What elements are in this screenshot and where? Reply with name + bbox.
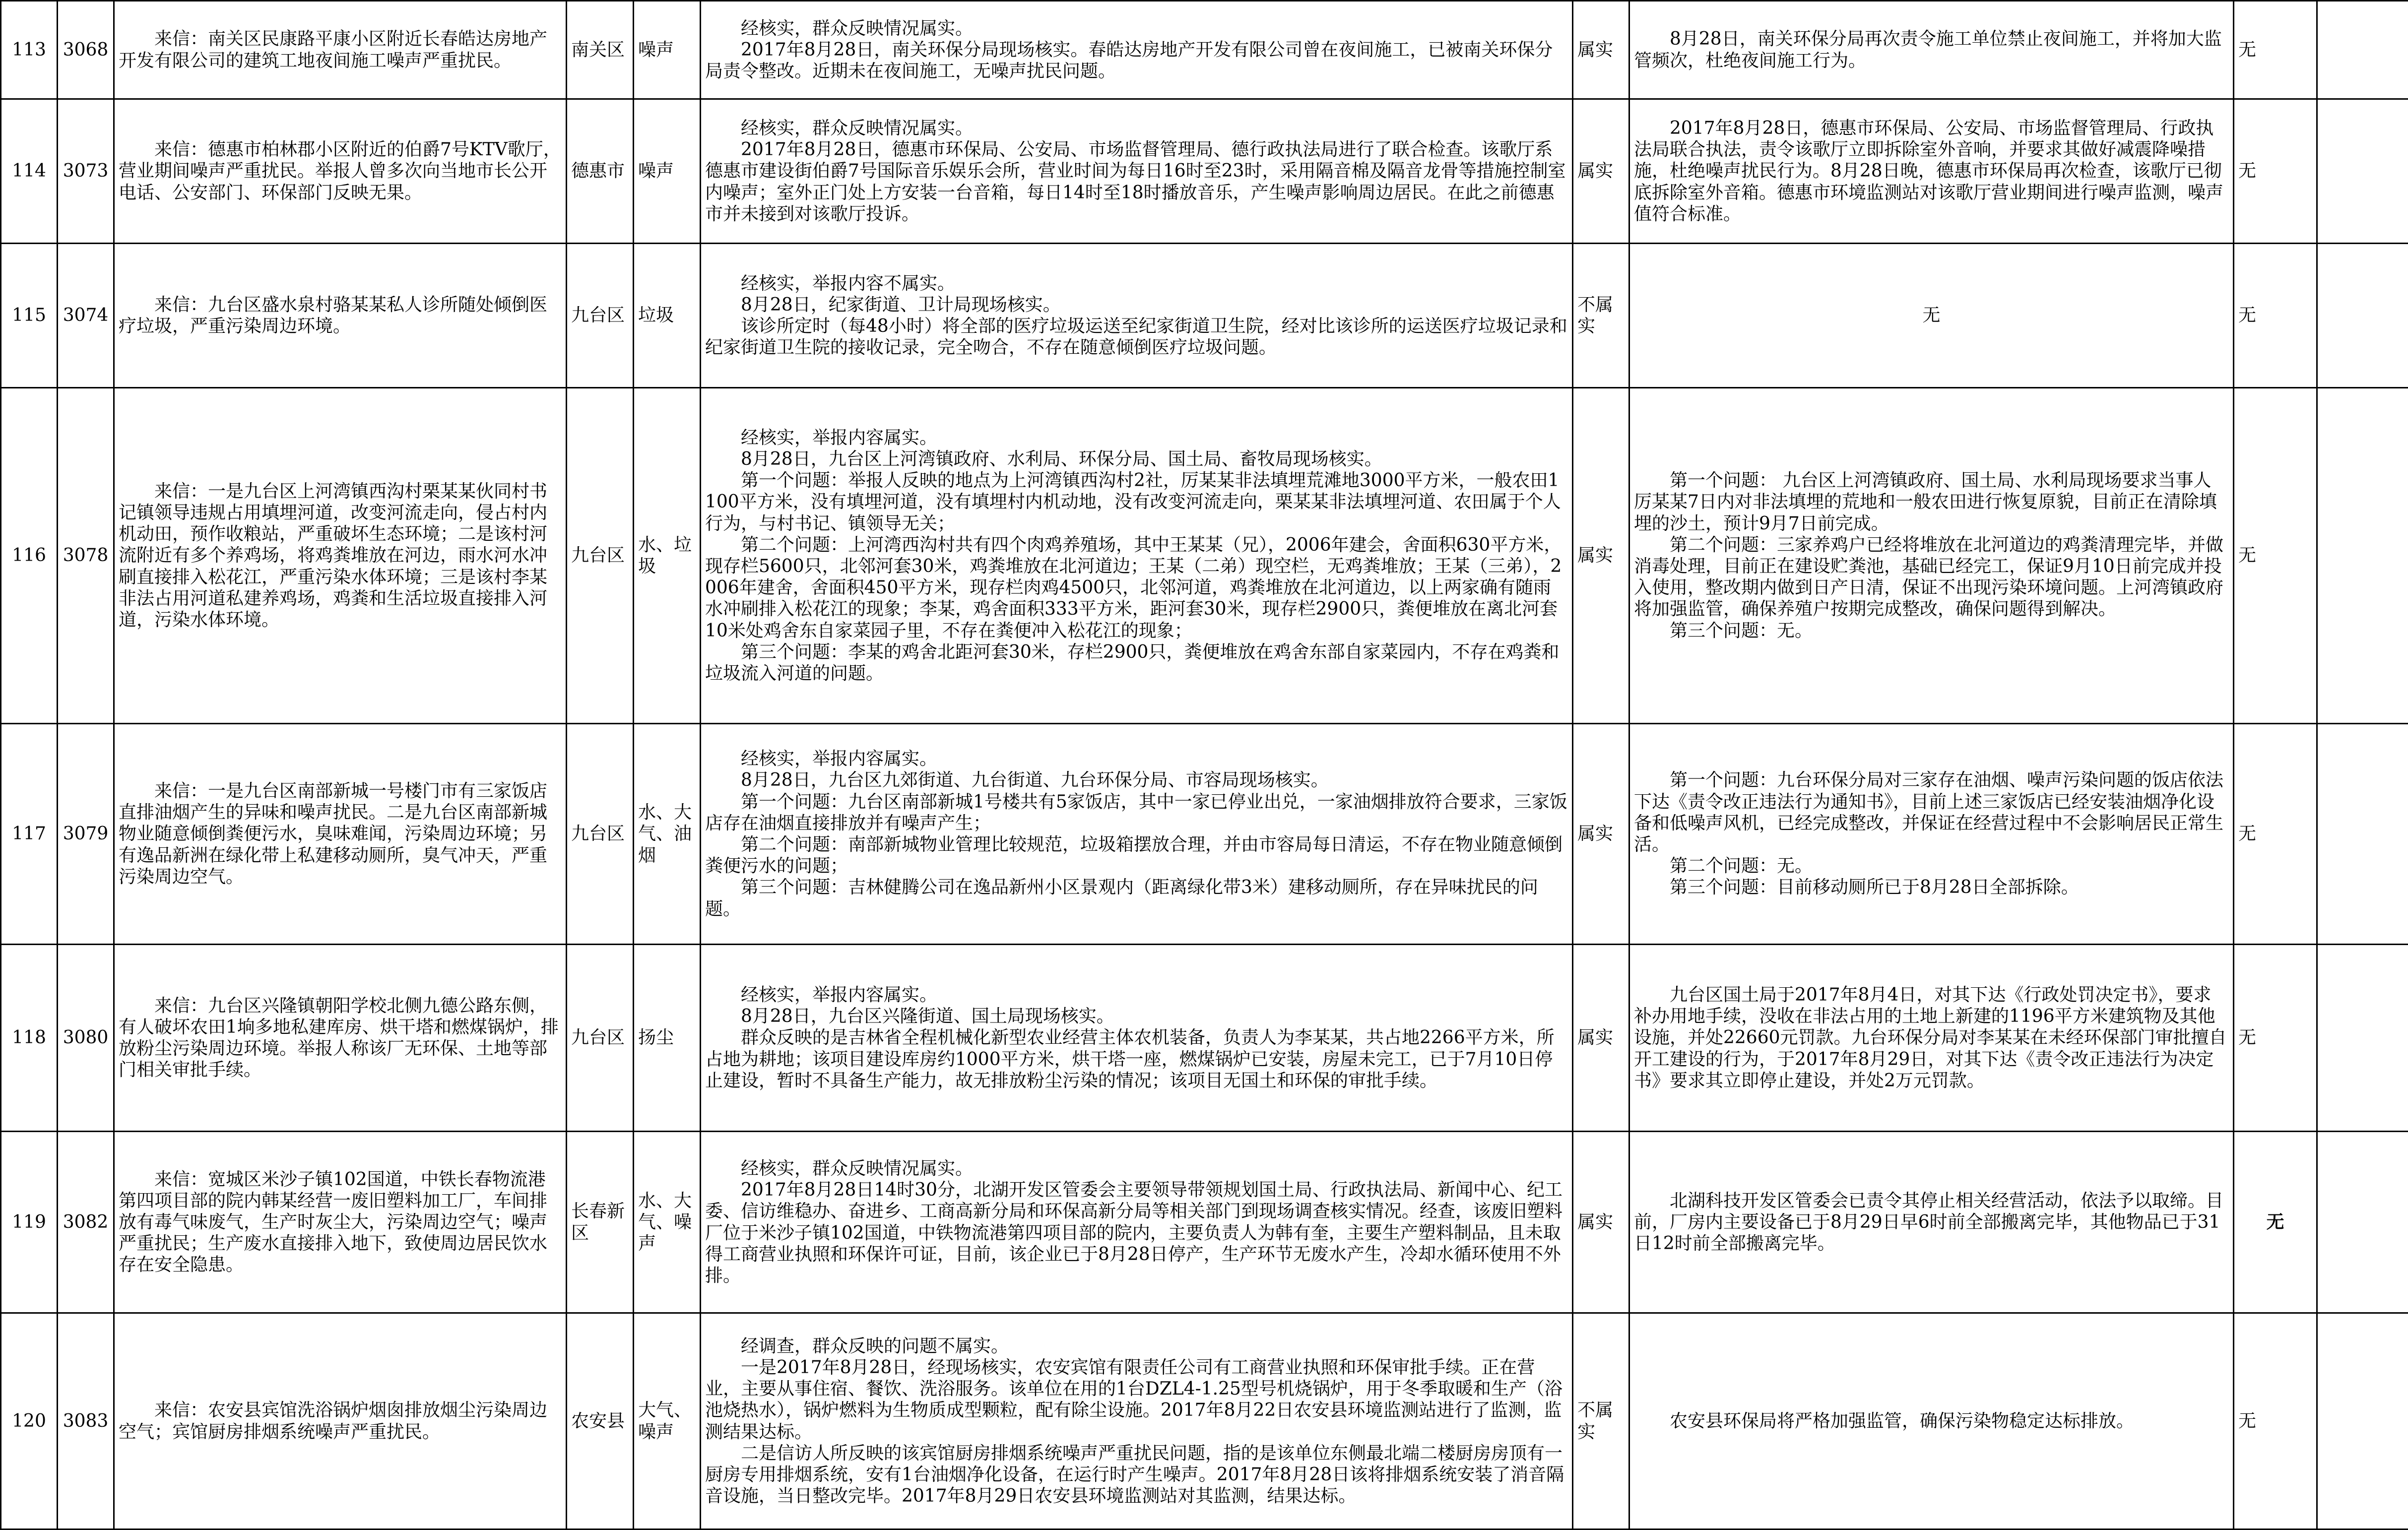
table-row bbox=[1, 1132, 2408, 1313]
accountability-cell: 无 bbox=[2234, 388, 2317, 724]
result-cell-line: 8月28日，九台区九郊街道、九台街道、九台环保分局、市容局现场核实。 bbox=[705, 769, 1568, 791]
verdict-cell: 属实 bbox=[1573, 724, 1629, 945]
remark-cell bbox=[2317, 1132, 2408, 1313]
type-cell: 扬尘 bbox=[634, 945, 701, 1132]
rectification-cell bbox=[1629, 244, 2234, 388]
verdict-cell: 属实 bbox=[1573, 945, 1629, 1132]
verdict-cell: 不属实 bbox=[1573, 1313, 1629, 1530]
result-cell-line: 经核实，举报内容不属实。 bbox=[705, 273, 1568, 294]
result-cell bbox=[701, 1313, 1573, 1530]
result-cell bbox=[701, 99, 1573, 244]
rectification-cell-line: 第一个问题：九台环保分局对三家存在油烟、噪声污染问题的饭店依法下达《责令改正违法行为通知书》，目前上述三家饭店已经安装油烟净化设备和低噪声风机，已经完成整改，并保证在经营过程中不会影响居民正常生活。 bbox=[1634, 769, 2229, 855]
district-cell: 九台区 bbox=[567, 724, 634, 945]
result-cell bbox=[701, 1, 1573, 99]
result-cell-line: 2017年8月28日，南关环保分局现场核实。春皓达房地产开发有限公司曾在夜间施工，已被南关环保分局责令整改。近期未在夜间施工，无噪声扰民问题。 bbox=[705, 39, 1568, 82]
rectification-cell-line: 北湖科技开发区管委会已责令其停止相关经营活动，依法予以取缔。目前，厂房内主要设备已于8月29日早6时前全部搬离完毕，其他物品已于31日12时前全部搬离完毕。 bbox=[1634, 1190, 2229, 1255]
seq-cell: 118 bbox=[1, 945, 58, 1132]
result-cell bbox=[701, 244, 1573, 388]
type-cell: 大气、噪声 bbox=[634, 1313, 701, 1530]
result-cell-line: 经核实，群众反映情况属实。 bbox=[705, 118, 1568, 139]
table-row bbox=[1, 945, 2408, 1132]
result-cell-line: 一是2017年8月28日，经现场核实，农安宾馆有限责任公司有工商营业执照和环保审批手续。正在营业，主要从事住宿、餐饮、洗浴服务。该单位在用的1台DZL4-1.25型号机烧锅炉，用于冬季取暖和生产（浴池烧热水），锅炉燃料为生物质成型颗粒，配有除尘设施。2017年8月22日农安县环境监测站进行了监测，监测结果达标。 bbox=[705, 1357, 1568, 1443]
verdict-cell: 属实 bbox=[1573, 1, 1629, 99]
seq-cell: 114 bbox=[1, 99, 58, 244]
complaint-cell: 来信：德惠市柏林郡小区附近的伯爵7号KTV歌厅，营业期间噪声严重扰民。举报人曾多次向当地市长公开电话、公安部门、环保部门反映无果。 bbox=[114, 99, 567, 244]
seq-cell: 115 bbox=[1, 244, 58, 388]
result-cell-line: 第三个问题：李某的鸡舍北距河套30米，存栏2900只，粪便堆放在鸡舍东部自家菜园内，不存在鸡粪和垃圾流入河道的问题。 bbox=[705, 641, 1568, 684]
remark-cell bbox=[2317, 99, 2408, 244]
remark-cell bbox=[2317, 1, 2408, 99]
rectification-cell-line: 第二个问题：无。 bbox=[1634, 855, 2229, 877]
rectification-cell bbox=[1629, 1132, 2234, 1313]
rectification-cell bbox=[1629, 724, 2234, 945]
rectification-cell-line: 第三个问题：无。 bbox=[1634, 620, 2229, 641]
rectification-cell-line: 第一个问题： 九台区上河湾镇政府、国土局、水利局现场要求当事人厉某某7日内对非法填埋的荒地和一般农田进行恢复原貌，目前正在清除填埋的沙土，预计9月7日前完成。 bbox=[1634, 470, 2229, 534]
id-cell: 3073 bbox=[58, 99, 114, 244]
remark-cell bbox=[2317, 244, 2408, 388]
result-cell-line: 第一个问题：九台区南部新城1号楼共有5家饭店，其中一家已停业出兑，一家油烟排放符合要求，三家饭店存在油烟直接排放并有噪声产生； bbox=[705, 791, 1568, 834]
rectification-cell-line: 2017年8月28日，德惠市环保局、公安局、市场监督管理局、行政执法局联合执法，责令该歌厅立即拆除室外音响，并要求其做好减震降噪措施，杜绝噪声扰民行为。8月28日晚，德惠市环保局再次检查，该歌厅已彻底拆除室外音箱。德惠市环境监测站对该歌厅营业期间进行噪声监测，噪声值符合标准。 bbox=[1634, 118, 2229, 225]
type-cell: 水、大气、噪声 bbox=[634, 1132, 701, 1313]
district-cell: 九台区 bbox=[567, 388, 634, 724]
verdict-cell: 不属实 bbox=[1573, 244, 1629, 388]
id-cell: 3074 bbox=[58, 244, 114, 388]
table-row bbox=[1, 1, 2408, 99]
complaint-cell: 来信：宽城区米沙子镇102国道，中铁长春物流港第四项目部的院内韩某经营一废旧塑料加工厂，车间排放有毒气味废气，生产时灰尘大，污染周边空气；噪声严重扰民；生产废水直接排入地下，致使周边居民饮水存在安全隐患。 bbox=[114, 1132, 567, 1313]
result-cell-line: 该诊所定时（每48小时）将全部的医疗垃圾运送至纪家街道卫生院，经对比该诊所的运送医疗垃圾记录和纪家街道卫生院的接收记录，完全吻合，不存在随意倾倒医疗垃圾问题。 bbox=[705, 316, 1568, 358]
table-row bbox=[1, 388, 2408, 724]
result-cell bbox=[701, 724, 1573, 945]
verdict-cell: 属实 bbox=[1573, 388, 1629, 724]
district-cell: 九台区 bbox=[567, 945, 634, 1132]
rectification-cell bbox=[1629, 1313, 2234, 1530]
type-cell: 垃圾 bbox=[634, 244, 701, 388]
type-cell: 噪声 bbox=[634, 1, 701, 99]
accountability-cell: 无 bbox=[2234, 724, 2317, 945]
seq-cell: 113 bbox=[1, 1, 58, 99]
result-cell-line: 8月28日，九台区兴隆街道、国土局现场核实。 bbox=[705, 1006, 1568, 1027]
result-cell bbox=[701, 388, 1573, 724]
id-cell: 3079 bbox=[58, 724, 114, 945]
result-cell-line: 群众反映的是吉林省全程机械化新型农业经营主体农机装备，负责人为李某某，共占地2266平方米，所占地为耕地；该项目建设库房约1000平方米，烘干塔一座，燃煤锅炉已安装，房屋未完工，已于7月10日停止建设，暂时不具备生产能力，故无排放粉尘污染的情况；该项目无国土和环保的审批手续。 bbox=[705, 1027, 1568, 1091]
result-cell-line: 经核实，举报内容属实。 bbox=[705, 427, 1568, 448]
result-cell-line: 经核实，群众反映情况属实。 bbox=[705, 1158, 1568, 1179]
table-row bbox=[1, 1313, 2408, 1530]
remark-cell bbox=[2317, 945, 2408, 1132]
rectification-cell-line: 农安县环保局将严格加强监管，确保污染物稳定达标排放。 bbox=[1634, 1410, 2229, 1432]
remark-cell bbox=[2317, 1313, 2408, 1530]
seq-cell: 116 bbox=[1, 388, 58, 724]
id-cell: 3080 bbox=[58, 945, 114, 1132]
remark-cell bbox=[2317, 724, 2408, 945]
id-cell: 3078 bbox=[58, 388, 114, 724]
seq-cell: 120 bbox=[1, 1313, 58, 1530]
result-cell-line: 经调查，群众反映的问题不属实。 bbox=[705, 1336, 1568, 1357]
result-cell-line: 8月28日，纪家街道、卫计局现场核实。 bbox=[705, 294, 1568, 316]
accountability-cell: 无 bbox=[2234, 1132, 2317, 1313]
table-body bbox=[1, 1, 2408, 1530]
result-cell-line: 8月28日，九台区上河湾镇政府、水利局、环保分局、国土局、畜牧局现场核实。 bbox=[705, 448, 1568, 470]
id-cell: 3082 bbox=[58, 1132, 114, 1313]
verdict-cell: 属实 bbox=[1573, 99, 1629, 244]
remark-cell bbox=[2317, 388, 2408, 724]
rectification-cell bbox=[1629, 99, 2234, 244]
id-cell: 3068 bbox=[58, 1, 114, 99]
rectification-cell-line: 8月28日，南关环保分局再次责令施工单位禁止夜间施工，并将加大监管频次，杜绝夜间施工行为。 bbox=[1634, 28, 2229, 71]
accountability-cell: 无 bbox=[2234, 1313, 2317, 1530]
rectification-cell bbox=[1629, 388, 2234, 724]
accountability-cell: 无 bbox=[2234, 99, 2317, 244]
result-cell-line: 第三个问题：吉林健腾公司在逸品新州小区景观内（距离绿化带3米）建移动厕所，存在异味扰民的问题。 bbox=[705, 877, 1568, 919]
table-row bbox=[1, 99, 2408, 244]
complaint-cell: 来信：一是九台区上河湾镇西沟村栗某某伙同村书记镇领导违规占用填埋河道，改变河流走向，侵占村内机动田，预作收粮站，严重破坏生态环境；二是该村河流附近有多个养鸡场，将鸡粪堆放在河边，雨水河水冲刷直接排入松花江，严重污染水体环境；三是该村李某非法占用河道私建养鸡场，鸡粪和生活垃圾直接排入河道，污染水体环境。 bbox=[114, 388, 567, 724]
accountability-cell: 无 bbox=[2234, 1, 2317, 99]
table-row bbox=[1, 244, 2408, 388]
result-cell-line: 二是信访人所反映的该宾馆厨房排烟系统噪声严重扰民问题，指的是该单位东侧最北端二楼厨房房顶有一厨房专用排烟系统，安有1台油烟净化设备，在运行时产生噪声。2017年8月28日该将排烟系统安装了消音隔音设施，当日整改完毕。2017年8月29日农安县环境监测站对其监测，结果达标。 bbox=[705, 1443, 1568, 1507]
rectification-cell-line: 无 bbox=[1634, 305, 2229, 326]
type-cell: 噪声 bbox=[634, 99, 701, 244]
district-cell: 南关区 bbox=[567, 1, 634, 99]
result-cell-line: 经核实，举报内容属实。 bbox=[705, 748, 1568, 769]
district-cell: 农安县 bbox=[567, 1313, 634, 1530]
district-cell: 长春新区 bbox=[567, 1132, 634, 1313]
result-cell bbox=[701, 945, 1573, 1132]
accountability-cell: 无 bbox=[2234, 945, 2317, 1132]
result-cell-line: 经核实，群众反映情况属实。 bbox=[705, 18, 1568, 39]
seq-cell: 117 bbox=[1, 724, 58, 945]
id-cell: 3083 bbox=[58, 1313, 114, 1530]
complaint-cell: 来信：一是九台区南部新城一号楼门市有三家饭店直排油烟产生的异味和噪声扰民。二是九台区南部新城物业随意倾倒粪便污水，臭味难闻，污染周边环境；另有逸品新洲在绿化带上私建移动厕所，臭气冲天，严重污染周边空气。 bbox=[114, 724, 567, 945]
result-cell-line: 第二个问题：南部新城物业管理比较规范，垃圾箱摆放合理，并由市容局每日清运，不存在物业随意倾倒粪便污水的问题； bbox=[705, 834, 1568, 877]
rectification-cell-line: 九台区国土局于2017年8月4日，对其下达《行政处罚决定书》，要求补办用地手续，没收在非法占用的土地上新建的1196平方米建筑物及其他设施，并处22660元罚款。九台环保分局对李某某在未经环保部门审批擅自开工建设的行为，于2017年8月29日，对其下达《责令改正违法行为决定书》要求其立即停止建设，并处2万元罚款。 bbox=[1634, 984, 2229, 1091]
result-cell-line: 2017年8月28日，德惠市环保局、公安局、市场监督管理局、德行政执法局进行了联合检查。该歌厅系德惠市建设街伯爵7号国际音乐娱乐会所，营业时间为每日16时至23时，采用隔音棉及隔音龙骨等措施控制室内噪声；室外正门处上方安装一台音箱，每日14时至18时播放音乐，产生噪声影响周边居民。在此之前德惠市并未接到对该歌厅投诉。 bbox=[705, 139, 1568, 225]
type-cell: 水、大气、油烟 bbox=[634, 724, 701, 945]
result-cell bbox=[701, 1132, 1573, 1313]
complaint-cell: 来信：九台区兴隆镇朝阳学校北侧九德公路东侧，有人破坏农田1垧多地私建库房、烘干塔和燃煤锅炉，排放粉尘污染周边环境。举报人称该厂无环保、土地等部门相关审批手续。 bbox=[114, 945, 567, 1132]
result-cell-line: 2017年8月28日14时30分，北湖开发区管委会主要领导带领规划国土局、行政执法局、新闻中心、纪工委、信访维稳办、奋进乡、工商高新分局和环保高新分局等相关部门到现场调查核实情况。经查，该废旧塑料厂位于米沙子镇102国道，中铁物流港第四项目部的院内，主要负责人为韩有奎，主要生产塑料制品，且未取得工商营业执照和环保许可证，目前，该企业已于8月28日停产，生产环节无废水产生，冷却水循环使用不外排。 bbox=[705, 1179, 1568, 1286]
complaint-cell: 来信：九台区盛水泉村骆某某私人诊所随处倾倒医疗垃圾，严重污染周边环境。 bbox=[114, 244, 567, 388]
result-cell-line: 第一个问题：举报人反映的地点为上河湾镇西沟村2社，厉某某非法填埋荒滩地3000平方米，一般农田1100平方米，没有填埋河道，没有填埋村内机动地，没有改变河流走向，栗某某非法填埋河道、农田属于个人行为，与村书记、镇领导无关； bbox=[705, 470, 1568, 534]
rectification-cell-line: 第二个问题：三家养鸡户已经将堆放在北河道边的鸡粪清理完毕，并做消毒处理，目前正在建设贮粪池，基础已经完工，保证9月10日前完成并投入使用，整改期内做到日产日清，保证不出现污染环境问题。上河湾镇政府将加强监管，确保养殖户按期完成整改，确保问题得到解决。 bbox=[1634, 534, 2229, 620]
accountability-cell: 无 bbox=[2234, 244, 2317, 388]
result-cell-line: 经核实，举报内容属实。 bbox=[705, 984, 1568, 1006]
seq-cell: 119 bbox=[1, 1132, 58, 1313]
result-cell-line: 第二个问题：上河湾西沟村共有四个肉鸡养殖场，其中王某某（兄），2006年建会，舍面积630平方米，现存栏5600只，北邻河套30米，鸡粪堆放在北河道边；王某（二弟）现空栏，无鸡粪堆放；王某（三弟），2006年建舍，舍面积450平方米，现存栏肉鸡4500只，北邻河道，鸡粪堆放在北河道边，以上两家确有随雨水冲刷排入松花江的现象；李某，鸡舍面积333平方米，距河套30米，现存栏2900只，粪便堆放在离北河套10米处鸡舍东自家菜园子里，不存在粪便冲入松花江的现象； bbox=[705, 534, 1568, 641]
district-cell: 德惠市 bbox=[567, 99, 634, 244]
district-cell: 九台区 bbox=[567, 244, 634, 388]
complaint-cell: 来信：农安县宾馆洗浴锅炉烟囱排放烟尘污染周边空气；宾馆厨房排烟系统噪声严重扰民。 bbox=[114, 1313, 567, 1530]
table-row bbox=[1, 724, 2408, 945]
complaint-cell: 来信：南关区民康路平康小区附近长春皓达房地产开发有限公司的建筑工地夜间施工噪声严重扰民。 bbox=[114, 1, 567, 99]
rectification-cell bbox=[1629, 1, 2234, 99]
rectification-cell-line: 第三个问题：目前移动厕所已于8月28日全部拆除。 bbox=[1634, 877, 2229, 898]
verdict-cell: 属实 bbox=[1573, 1132, 1629, 1313]
rectification-cell bbox=[1629, 945, 2234, 1132]
type-cell: 水、垃圾 bbox=[634, 388, 701, 724]
